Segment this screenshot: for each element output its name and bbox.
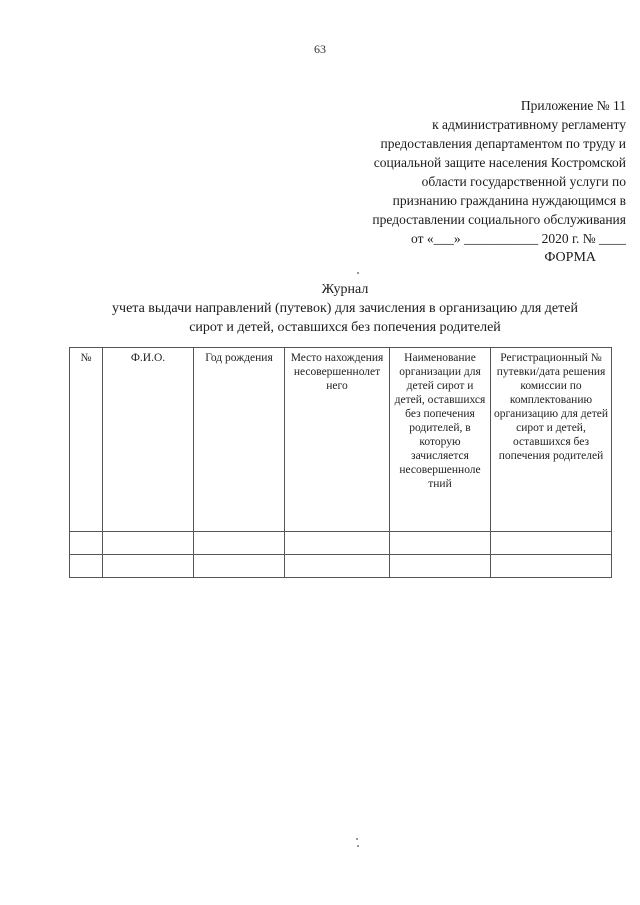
column-header-number: № (70, 348, 103, 532)
appendix-line: к административному регламенту (432, 117, 626, 132)
journal-table (69, 347, 612, 578)
page-number: 63 (314, 42, 326, 56)
table-row (70, 555, 612, 578)
scan-speck (357, 272, 359, 274)
journal-subtitle-line2: сирот и детей, оставшихся без попечения родителей (189, 320, 501, 335)
column-header-registration: Регистрационный № путевки/дата решения комиссии по комплектованию организацию для детей сирот и детей, оставшихся без попечения родителей (491, 348, 612, 532)
table-row (70, 532, 612, 555)
table-cell (194, 532, 285, 555)
appendix-line: признанию гражданина нуждающимся в (392, 193, 626, 208)
journal-title-block (70, 280, 620, 337)
table-cell (70, 555, 103, 578)
appendix-line: предоставлении социального обслуживания (372, 212, 626, 227)
scan-speck (357, 845, 359, 847)
table-cell (70, 532, 103, 555)
table-cell (390, 532, 491, 555)
journal-title: Журнал (321, 282, 369, 297)
appendix-line: Приложение № 11 (520, 98, 626, 113)
table-cell (285, 555, 390, 578)
table-cell (103, 532, 194, 555)
column-header-location: Место нахождения несовершеннолет него (285, 348, 390, 532)
column-header-organization: Наименование организации для детей сирот и детей, оставшихся без попечения родителей, в которую зачисляется несовершенноле тний (390, 348, 491, 532)
journal-subtitle-line1: учета выдачи направлений (путевок) для зачисления в организацию для детей (112, 301, 578, 316)
appendix-line: социальной защите населения Костромской (373, 155, 626, 170)
column-header-fio: Ф.И.О. (103, 348, 194, 532)
appendix-line: от «___» ___________ 2020 г. № ____ (411, 231, 626, 246)
appendix-line: области государственной услуги по (421, 174, 626, 189)
column-header-birth-year: Год рождения (194, 348, 285, 532)
form-label: ФОРМА (544, 250, 596, 265)
table-cell (390, 555, 491, 578)
appendix-header (306, 96, 626, 248)
table-header-row (70, 348, 612, 532)
table-cell (285, 532, 390, 555)
table-cell (491, 532, 612, 555)
table-cell (103, 555, 194, 578)
appendix-line: предоставления департаментом по труду и (380, 136, 626, 151)
scan-speck (356, 838, 358, 840)
table-cell (194, 555, 285, 578)
table-cell (491, 555, 612, 578)
